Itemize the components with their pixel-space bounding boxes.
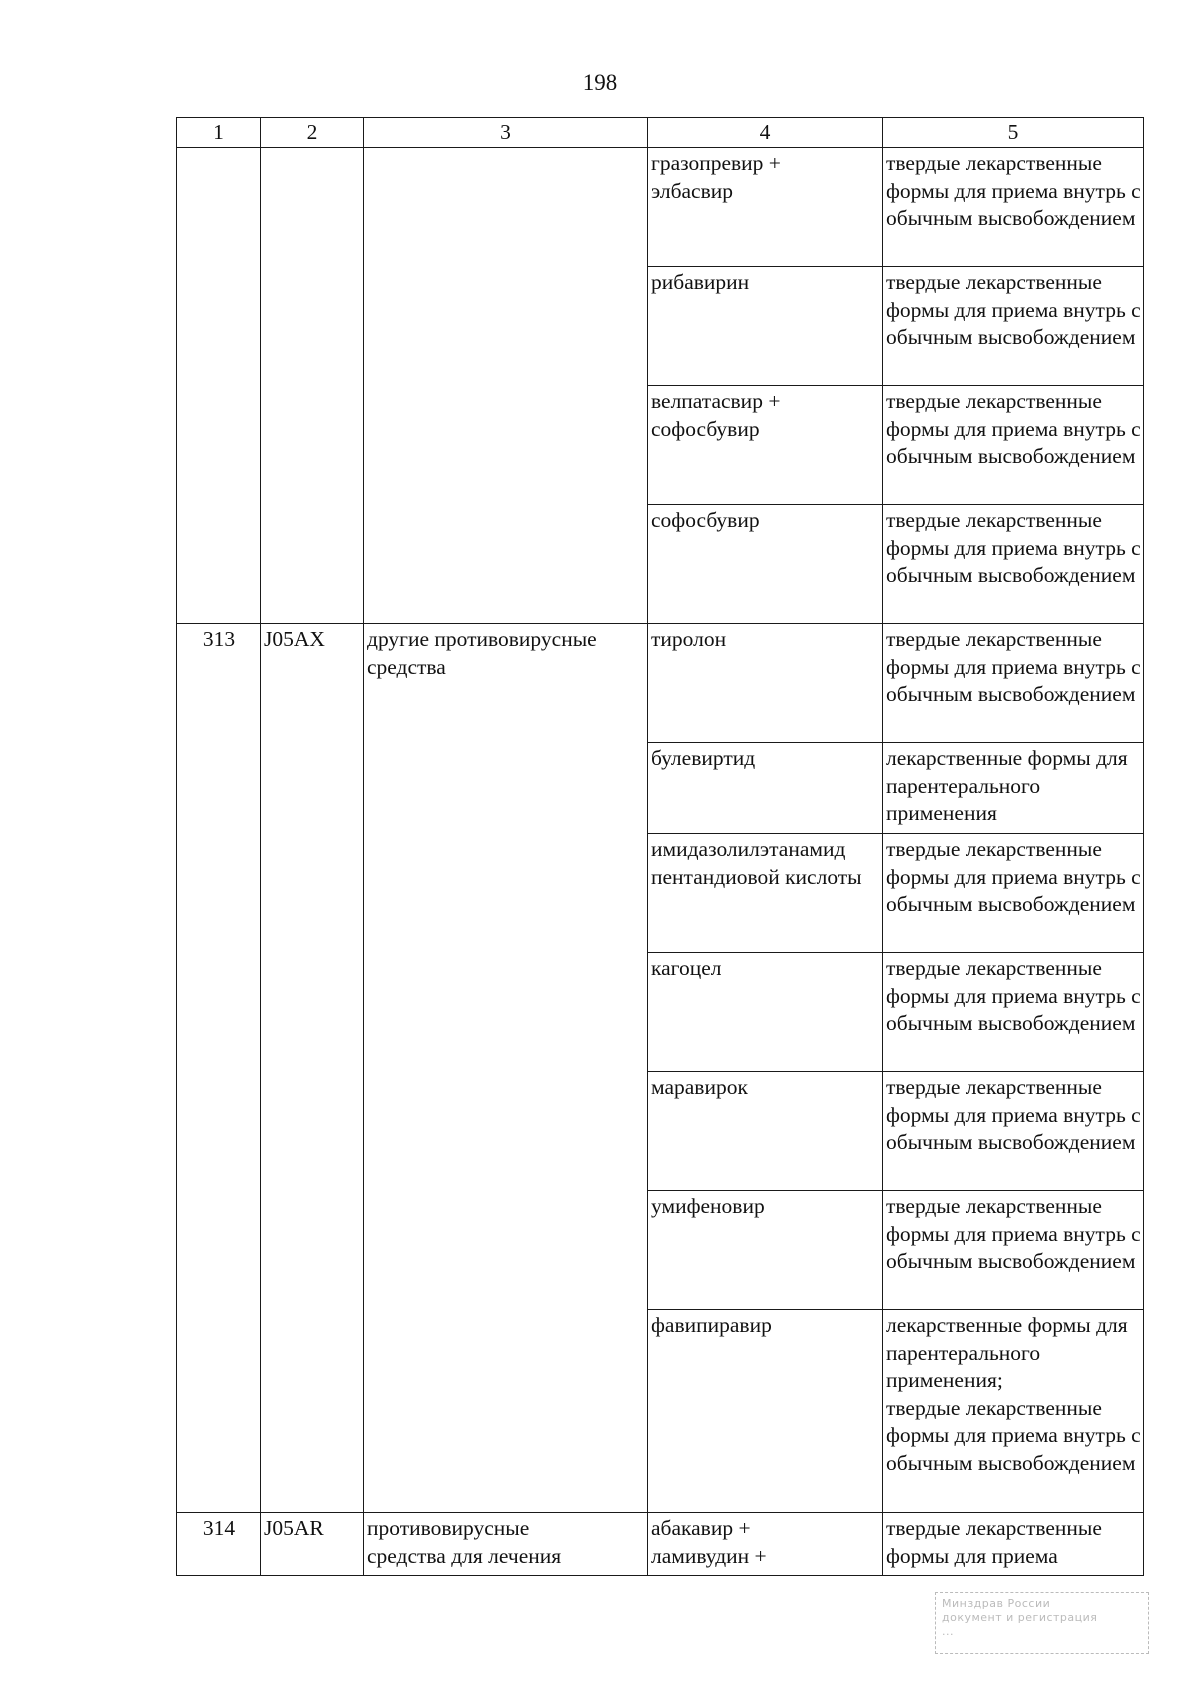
header-cell-1: 1 xyxy=(177,118,261,148)
registration-stamp xyxy=(935,1592,1149,1654)
dosage-form-cell: лекарственные формы для парентерального применения xyxy=(883,743,1144,834)
dosage-form-cell: твердые лекарственные формы для приема внутрь с обычным высвобождением xyxy=(883,624,1144,743)
num-cell: 313 xyxy=(177,624,261,1513)
drug-name-cell: тиролон xyxy=(648,624,883,743)
drug-name-cell: маравирок xyxy=(648,1072,883,1191)
group-name-cell: другие противовирусные средства xyxy=(364,624,648,1513)
drug-name-cell: фавипиравир xyxy=(648,1310,883,1513)
page-number: 198 xyxy=(582,70,618,95)
drug-name-cell: имидазолилэтанамид пентандиовой кислоты xyxy=(648,834,883,953)
drug-name-cell: велпатасвир + софосбувир xyxy=(648,386,883,505)
code-cell: J05AR xyxy=(261,1513,364,1576)
drug-name-cell: гразопревир + элбасвир xyxy=(648,148,883,267)
drug-table xyxy=(176,117,1144,1576)
drug-name-cell: рибавирин xyxy=(648,267,883,386)
dosage-form-cell: лекарственные формы для парентерального применения; твердые лекарственные формы для приема внутрь с обычным высвобождением xyxy=(883,1310,1144,1513)
drug-name-cell: умифеновир xyxy=(648,1191,883,1310)
table-row xyxy=(177,624,1144,743)
num-cell: 314 xyxy=(177,1513,261,1576)
drug-name-cell: булевиртид xyxy=(648,743,883,834)
dosage-form-cell: твердые лекарственные формы для приема внутрь с обычным высвобождением xyxy=(883,505,1144,624)
code-cell xyxy=(261,148,364,624)
dosage-form-cell: твердые лекарственные формы для приема внутрь с обычным высвобождением xyxy=(883,148,1144,267)
header-cell-5: 5 xyxy=(883,118,1144,148)
dosage-form-cell: твердые лекарственные формы для приема внутрь с обычным высвобождением xyxy=(883,267,1144,386)
stamp-line: ... xyxy=(942,1625,954,1638)
dosage-form-cell: твердые лекарственные формы для приема внутрь с обычным высвобождением xyxy=(883,834,1144,953)
code-cell: J05AX xyxy=(261,624,364,1513)
table-row xyxy=(177,148,1144,267)
header-cell-4: 4 xyxy=(648,118,883,148)
header-cell-2: 2 xyxy=(261,118,364,148)
num-cell xyxy=(177,148,261,624)
dosage-form-cell: твердые лекарственные формы для приема внутрь с обычным высвобождением xyxy=(883,1072,1144,1191)
stamp-line: документ и регистрация xyxy=(942,1611,1098,1624)
drug-name-cell: кагоцел xyxy=(648,953,883,1072)
header-cell-3: 3 xyxy=(364,118,648,148)
group-name-cell xyxy=(364,148,648,624)
dosage-form-cell: твердые лекарственные формы для приема внутрь с обычным высвобождением xyxy=(883,953,1144,1072)
table-header-row xyxy=(177,118,1144,148)
dosage-form-cell: твердые лекарственные формы для приема внутрь с обычным высвобождением xyxy=(883,386,1144,505)
dosage-form-cell: твердые лекарственные формы для приема внутрь с обычным высвобождением xyxy=(883,1191,1144,1310)
drug-name-cell: абакавир + ламивудин + xyxy=(648,1513,883,1576)
stamp-line: Минздрав России xyxy=(942,1597,1051,1610)
drug-name-cell: софосбувир xyxy=(648,505,883,624)
group-name-cell: противовирусные средства для лечения xyxy=(364,1513,648,1576)
table-row xyxy=(177,1513,1144,1576)
dosage-form-cell: твердые лекарственные формы для приема xyxy=(883,1513,1144,1576)
